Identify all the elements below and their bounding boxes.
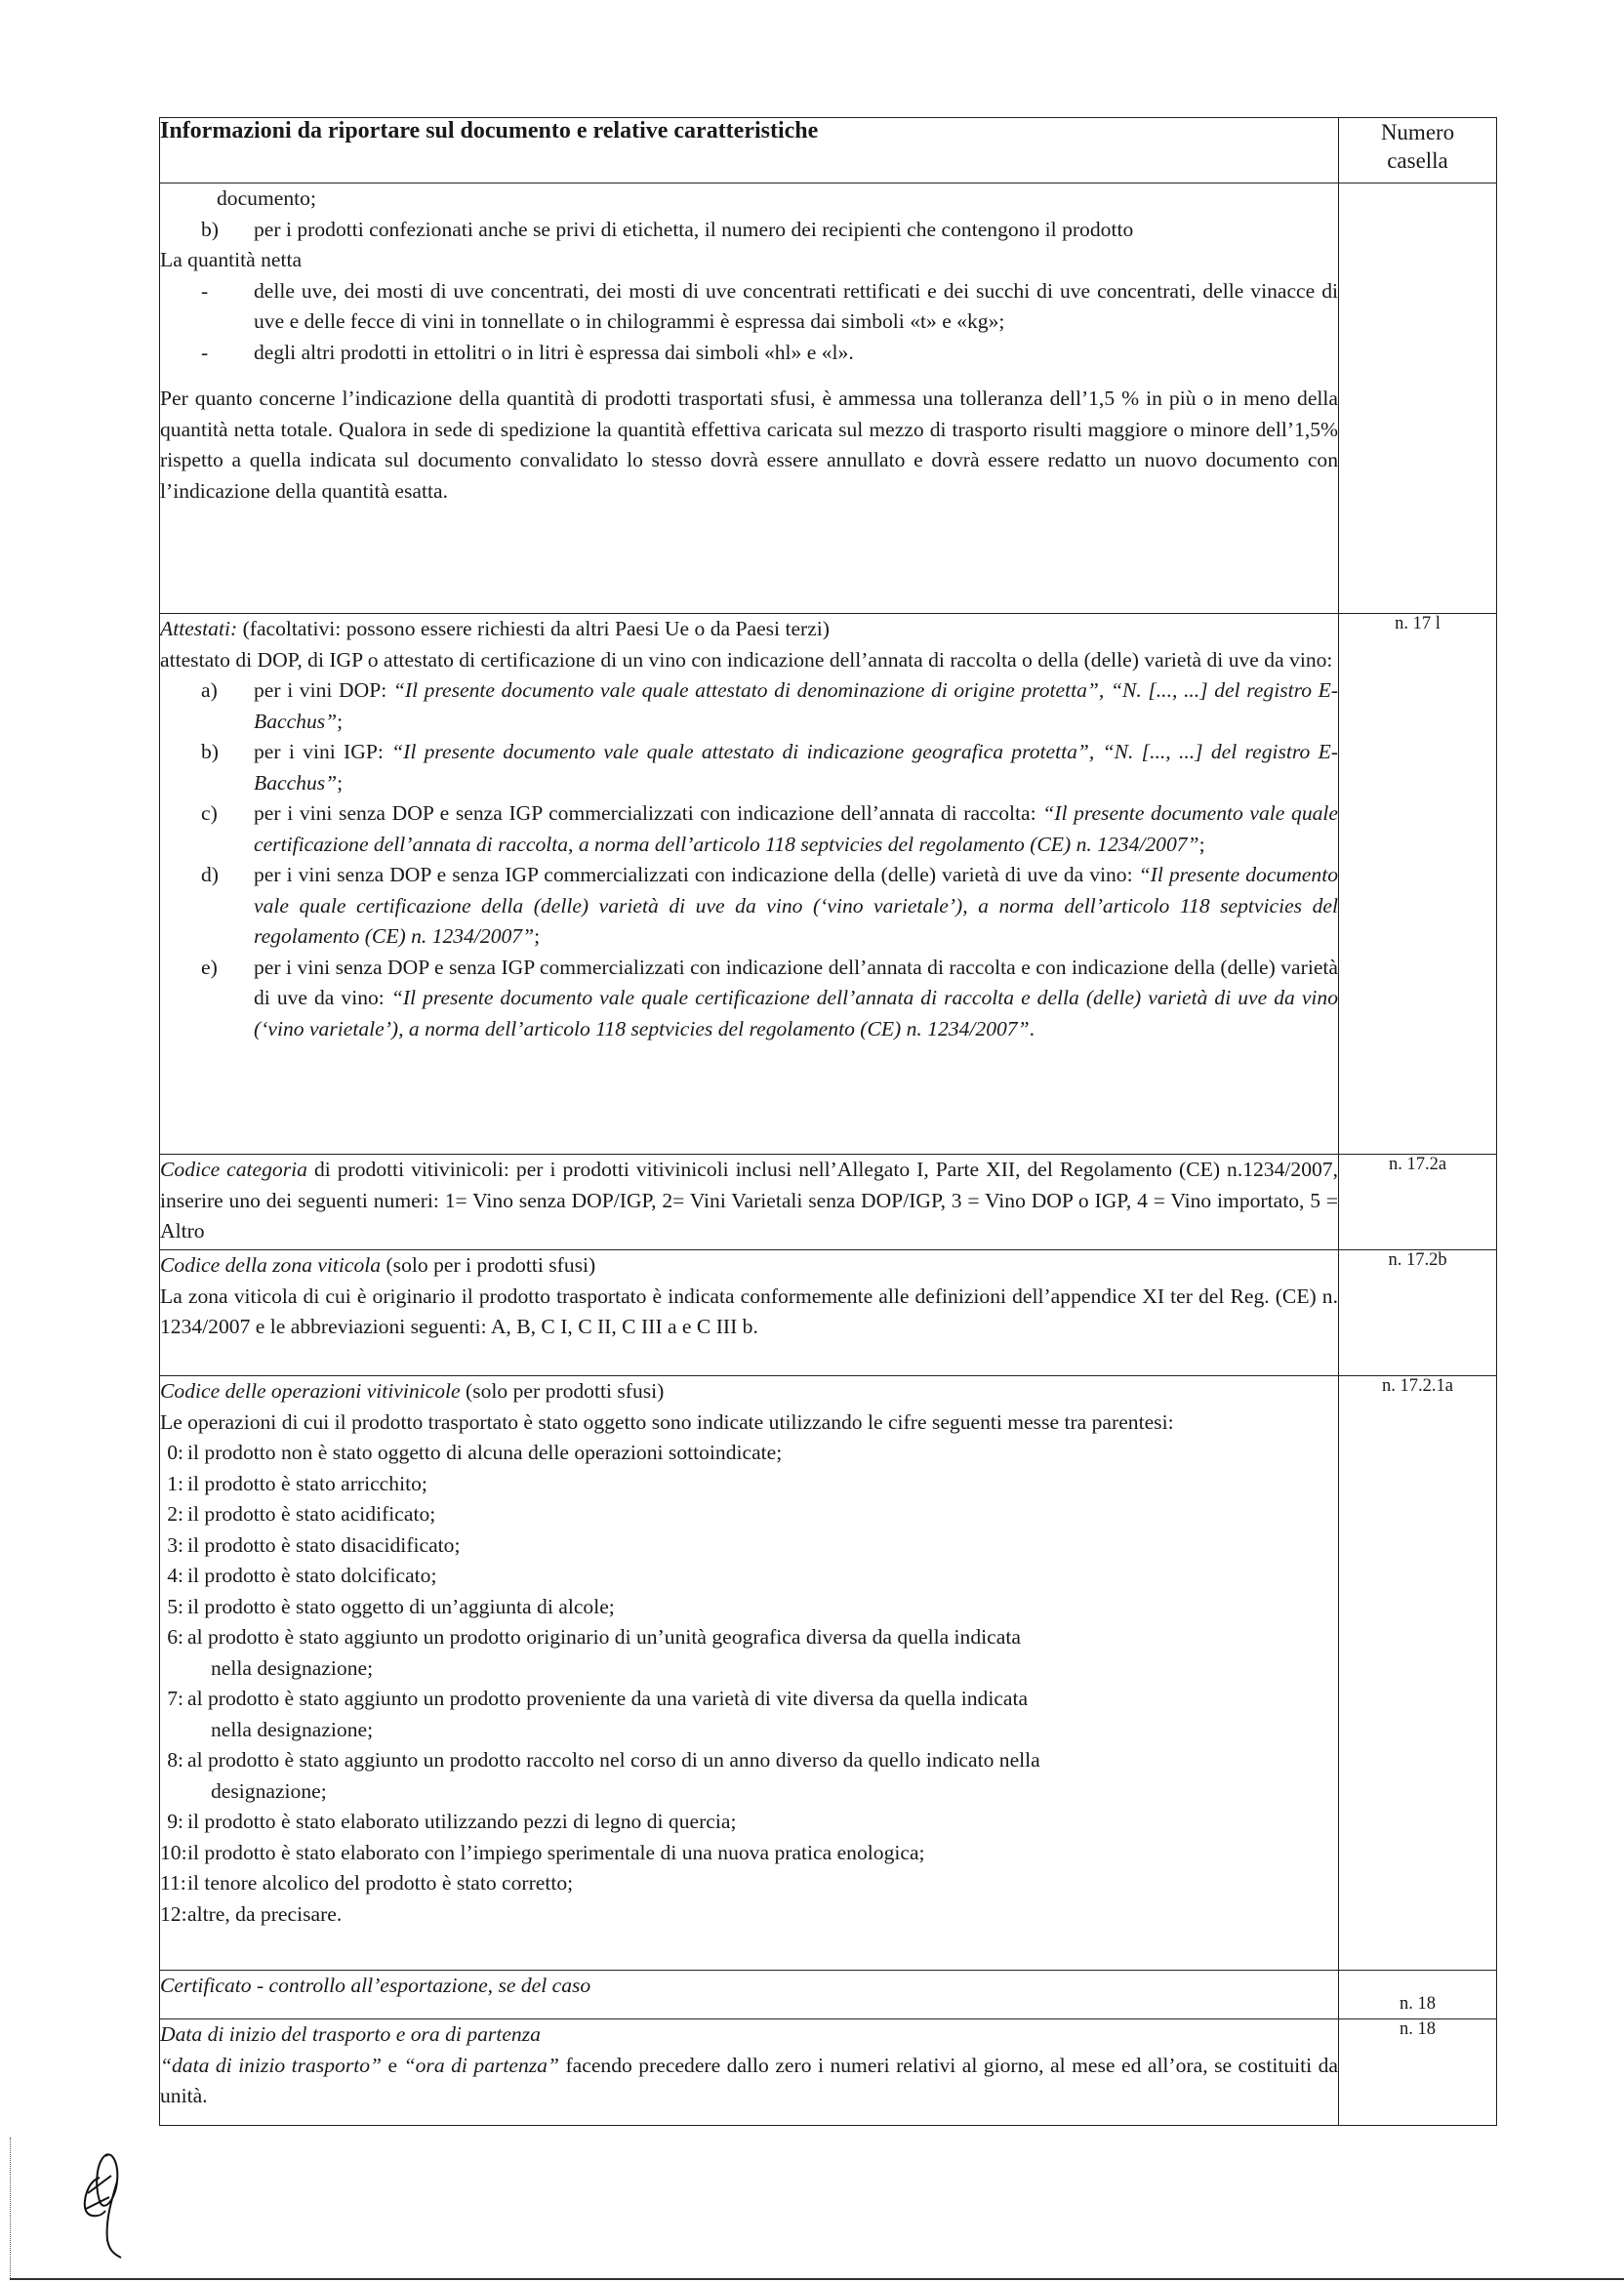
table-row-codice-categoria	[160, 1155, 1497, 1250]
page-edge-bottom	[10, 2278, 1624, 2280]
row-data-inizio-text	[160, 2019, 1339, 2126]
item-label: e)	[201, 955, 218, 979]
zona-viticola-text: La zona viticola di cui è originario il prodotto trasportato è indicata conformemente alle definizioni dell’appendice XI ter del Reg. (CE) n. 1234/2007 e le abbreviazioni seguenti: A, B, C I, C II, C III a e C III b.	[160, 1284, 1338, 1338]
data-inizio-title: Data di inizio del trasporto e ora di partenza	[160, 2022, 541, 2046]
item-text: per i vini IGP: “Il presente documento vale quale attestato di indicazione geografica protetta”, “N. [..., ...] del registro E-Bacchus”;	[254, 740, 1338, 795]
row-certificato-number: n. 18	[1339, 1971, 1497, 2019]
row-data-inizio-number: n. 18	[1339, 2019, 1497, 2126]
item-text: per i vini senza DOP e senza IGP commercializzati con indicazione dell’annata di raccolta e con indicazione della (delle) varietà di uve da vino: “Il presente documento vale quale certificazione dell’annata di raccolta e della (delle) varietà di uve da vino (‘vino varietale’), a norma dell’articolo 118 septvicies del regolamento (CE) n. 1234/2007”.	[254, 955, 1339, 1040]
item-label: b)	[201, 740, 219, 763]
list-item-e	[160, 953, 1338, 1045]
operation-text: il prodotto non è stato oggetto di alcuna delle operazioni sottoindicate;	[187, 1441, 783, 1464]
data-inizio-text: “data di inizio trasporto” e “ora di partenza” facendo precedere dallo zero i numeri relativi al giorno, al mese ed all’ora, se costituiti da unità.	[160, 2053, 1338, 2107]
operation-item: 3: il prodotto è stato disacidificato;	[167, 1532, 461, 1557]
dash-item-2	[160, 338, 1338, 369]
table-row-attestati	[160, 614, 1497, 1155]
header-number-line2: casella	[1387, 148, 1448, 173]
row-codice-categoria-text	[160, 1155, 1339, 1250]
item-text: per i prodotti confezionati anche se privi di etichetta, il numero dei recipienti che contengono il prodotto	[254, 217, 1134, 241]
item-text: per i vini senza DOP e senza IGP commercializzati con indicazione dell’annata di raccolta: “Il presente documento vale quale certificazione dell’annata di raccolta, a norma dell’articolo 118 septvicies del regolamento (CE) n. 1234/2007”;	[254, 801, 1338, 856]
row-quantita-number	[1339, 183, 1497, 614]
item-label: a)	[201, 678, 218, 702]
info-table	[159, 117, 1497, 2126]
tolleranza-paragraph: Per quanto concerne l’indicazione della quantità di prodotti trasportati sfusi, è ammessa una tolleranza dell’1,5 % in più o in meno della quantità netta totale. Qualora in sede di spedizione la quantità effettiva caricata sul mezzo di trasporto risulti maggiore o minore dell’1,5% rispetto a quella indicata sul documento convalidato lo stesso dovrà essere annullato e dovrà essere redatto un nuovo documento con l’indicazione della quantità esatta.	[160, 387, 1338, 503]
operazioni-title: Codice delle operazioni vitivinicole	[160, 1379, 461, 1403]
row-attestati-number: n. 17 l	[1339, 614, 1497, 1155]
row-codice-categoria-number: n. 17.2a	[1339, 1155, 1497, 1250]
row-quantita-text	[160, 183, 1339, 614]
operation-item: 11: il tenore alcolico del prodotto è stato corretto;	[160, 1871, 574, 1895]
dash-text: degli altri prodotti in ettolitri o in litri è espressa dai simboli «hl» e «l».	[254, 340, 854, 364]
zona-viticola-title: Codice della zona viticola	[160, 1253, 382, 1277]
item-label: c)	[201, 801, 218, 825]
attestati-title-rest: (facoltativi: possono essere richiesti da altri Paesi Ue o da Paesi terzi)	[237, 617, 831, 640]
header-number-column	[1339, 118, 1497, 183]
attestati-title	[160, 614, 1338, 645]
continued-text: documento;	[217, 186, 316, 210]
dash-bullet: -	[201, 340, 209, 364]
list-item-a	[160, 675, 1338, 737]
table-row-quantita	[160, 183, 1497, 614]
certificato-title: Certificato - controllo all’esportazione, se del caso	[160, 1974, 591, 1997]
operation-item: 8: al prodotto è stato aggiunto un prodotto raccolto nel corso di un anno diverso da quello indicato nella designazione;	[167, 1748, 1040, 1803]
attestati-intro: attestato di DOP, di IGP o attestato di certificazione di un vino con indicazione dell’annata di raccolta o della (delle) varietà di uve da vino:	[160, 647, 1333, 672]
list-item-b	[160, 215, 1338, 246]
operation-item: 0: il prodotto non è stato oggetto di alcuna delle operazioni sottoindicate;	[160, 1438, 1338, 1469]
item-text: per i vini DOP: “Il presente documento vale quale attestato di denominazione di origine protetta”, “N. [..., ...] del registro E-Bacchus”;	[254, 678, 1338, 733]
table-row-zona-viticola	[160, 1250, 1497, 1376]
row-zona-viticola-number: n. 17.2b	[1339, 1250, 1497, 1376]
attestati-title-italic: Attestati:	[160, 617, 238, 640]
operation-item: 4: il prodotto è stato dolcificato;	[167, 1564, 437, 1587]
table-header	[160, 118, 1497, 183]
table-row-operazioni	[160, 1376, 1497, 1971]
operation-item: 10: il prodotto è stato elaborato con l’impiego sperimentale di una nuova pratica enologica;	[160, 1840, 925, 1864]
list-item-d	[160, 860, 1338, 953]
list-item-b	[160, 737, 1338, 798]
header-info-column: Informazioni da riportare sul documento e relative caratteristiche	[160, 118, 1339, 183]
operazioni-title-rest: (solo per prodotti sfusi)	[460, 1379, 665, 1403]
operation-item: 2: il prodotto è stato acidificato;	[167, 1502, 436, 1526]
codice-categoria-title: Codice categoria	[160, 1158, 307, 1181]
row-operazioni-text	[160, 1376, 1339, 1971]
operation-item: 9: il prodotto è stato elaborato utilizzando pezzi di legno di quercia;	[167, 1810, 737, 1833]
dash-item-1	[160, 276, 1338, 338]
item-label: d)	[201, 863, 219, 886]
header-number-line1: Numero	[1380, 120, 1455, 144]
list-item-c	[160, 798, 1338, 860]
operation-item: 7: al prodotto è stato aggiunto un prodotto proveniente da una varietà di vite diversa da quella indicata nella designazione;	[167, 1687, 1029, 1741]
operation-item: 6: al prodotto è stato aggiunto un prodotto originario di un’unità geografica diversa da quella indicata nella designazione;	[167, 1625, 1021, 1680]
codice-categoria-text: di prodotti vitivinicoli: per i prodotti vitivinicoli inclusi nell’Allegato I, Parte XII, del Regolamento (CE) n.1234/2007, inserire uno dei seguenti numeri: 1= Vino senza DOP/IGP, 2= Vini Varietali senza DOP/IGP, 3 = Vino DOP o IGP, 4 = Vino importato, 5 = Altro	[160, 1158, 1338, 1243]
handwritten-initials-icon	[80, 2152, 139, 2262]
item-text: per i vini senza DOP e senza IGP commercializzati con indicazione della (delle) varietà di uve da vino: “Il presente documento vale quale certificazione della (delle) varietà di uve da vino (‘vino varietale’), a norma dell’articolo 118 septvicies del regolamento (CE) n. 1234/2007”;	[254, 863, 1338, 948]
operation-item: 1: il prodotto è stato arricchito;	[167, 1471, 427, 1495]
operazioni-intro: Le operazioni di cui il prodotto trasportato è stato oggetto sono indicate utilizzando le cifre seguenti messe tra parentesi:	[160, 1409, 1174, 1434]
zona-viticola-title-rest: (solo per i prodotti sfusi)	[381, 1253, 596, 1277]
page-edge-left	[10, 2138, 12, 2280]
table-row-data-inizio	[160, 2019, 1497, 2126]
row-zona-viticola-text	[160, 1250, 1339, 1376]
operation-item: 5: il prodotto è stato oggetto di un’aggiunta di alcole;	[167, 1594, 615, 1618]
row-certificato-text	[160, 1971, 1339, 2019]
dash-bullet: -	[201, 278, 209, 303]
item-label: b)	[201, 217, 219, 241]
quantita-title: La quantità netta	[160, 248, 303, 271]
table-row-certificato	[160, 1971, 1497, 2019]
row-operazioni-number: n. 17.2.1a	[1339, 1376, 1497, 1971]
row-attestati-text	[160, 614, 1339, 1155]
operation-item: 12: altre, da precisare.	[160, 1901, 343, 1926]
dash-text: delle uve, dei mosti di uve concentrati, dei mosti di uve concentrati rettificati e dei succhi di uve concentrati, delle vinacce di uve e delle fecce di vini in tonnellate o in chilogrammi è espressa dai simboli «t» e «kg»;	[254, 278, 1338, 333]
